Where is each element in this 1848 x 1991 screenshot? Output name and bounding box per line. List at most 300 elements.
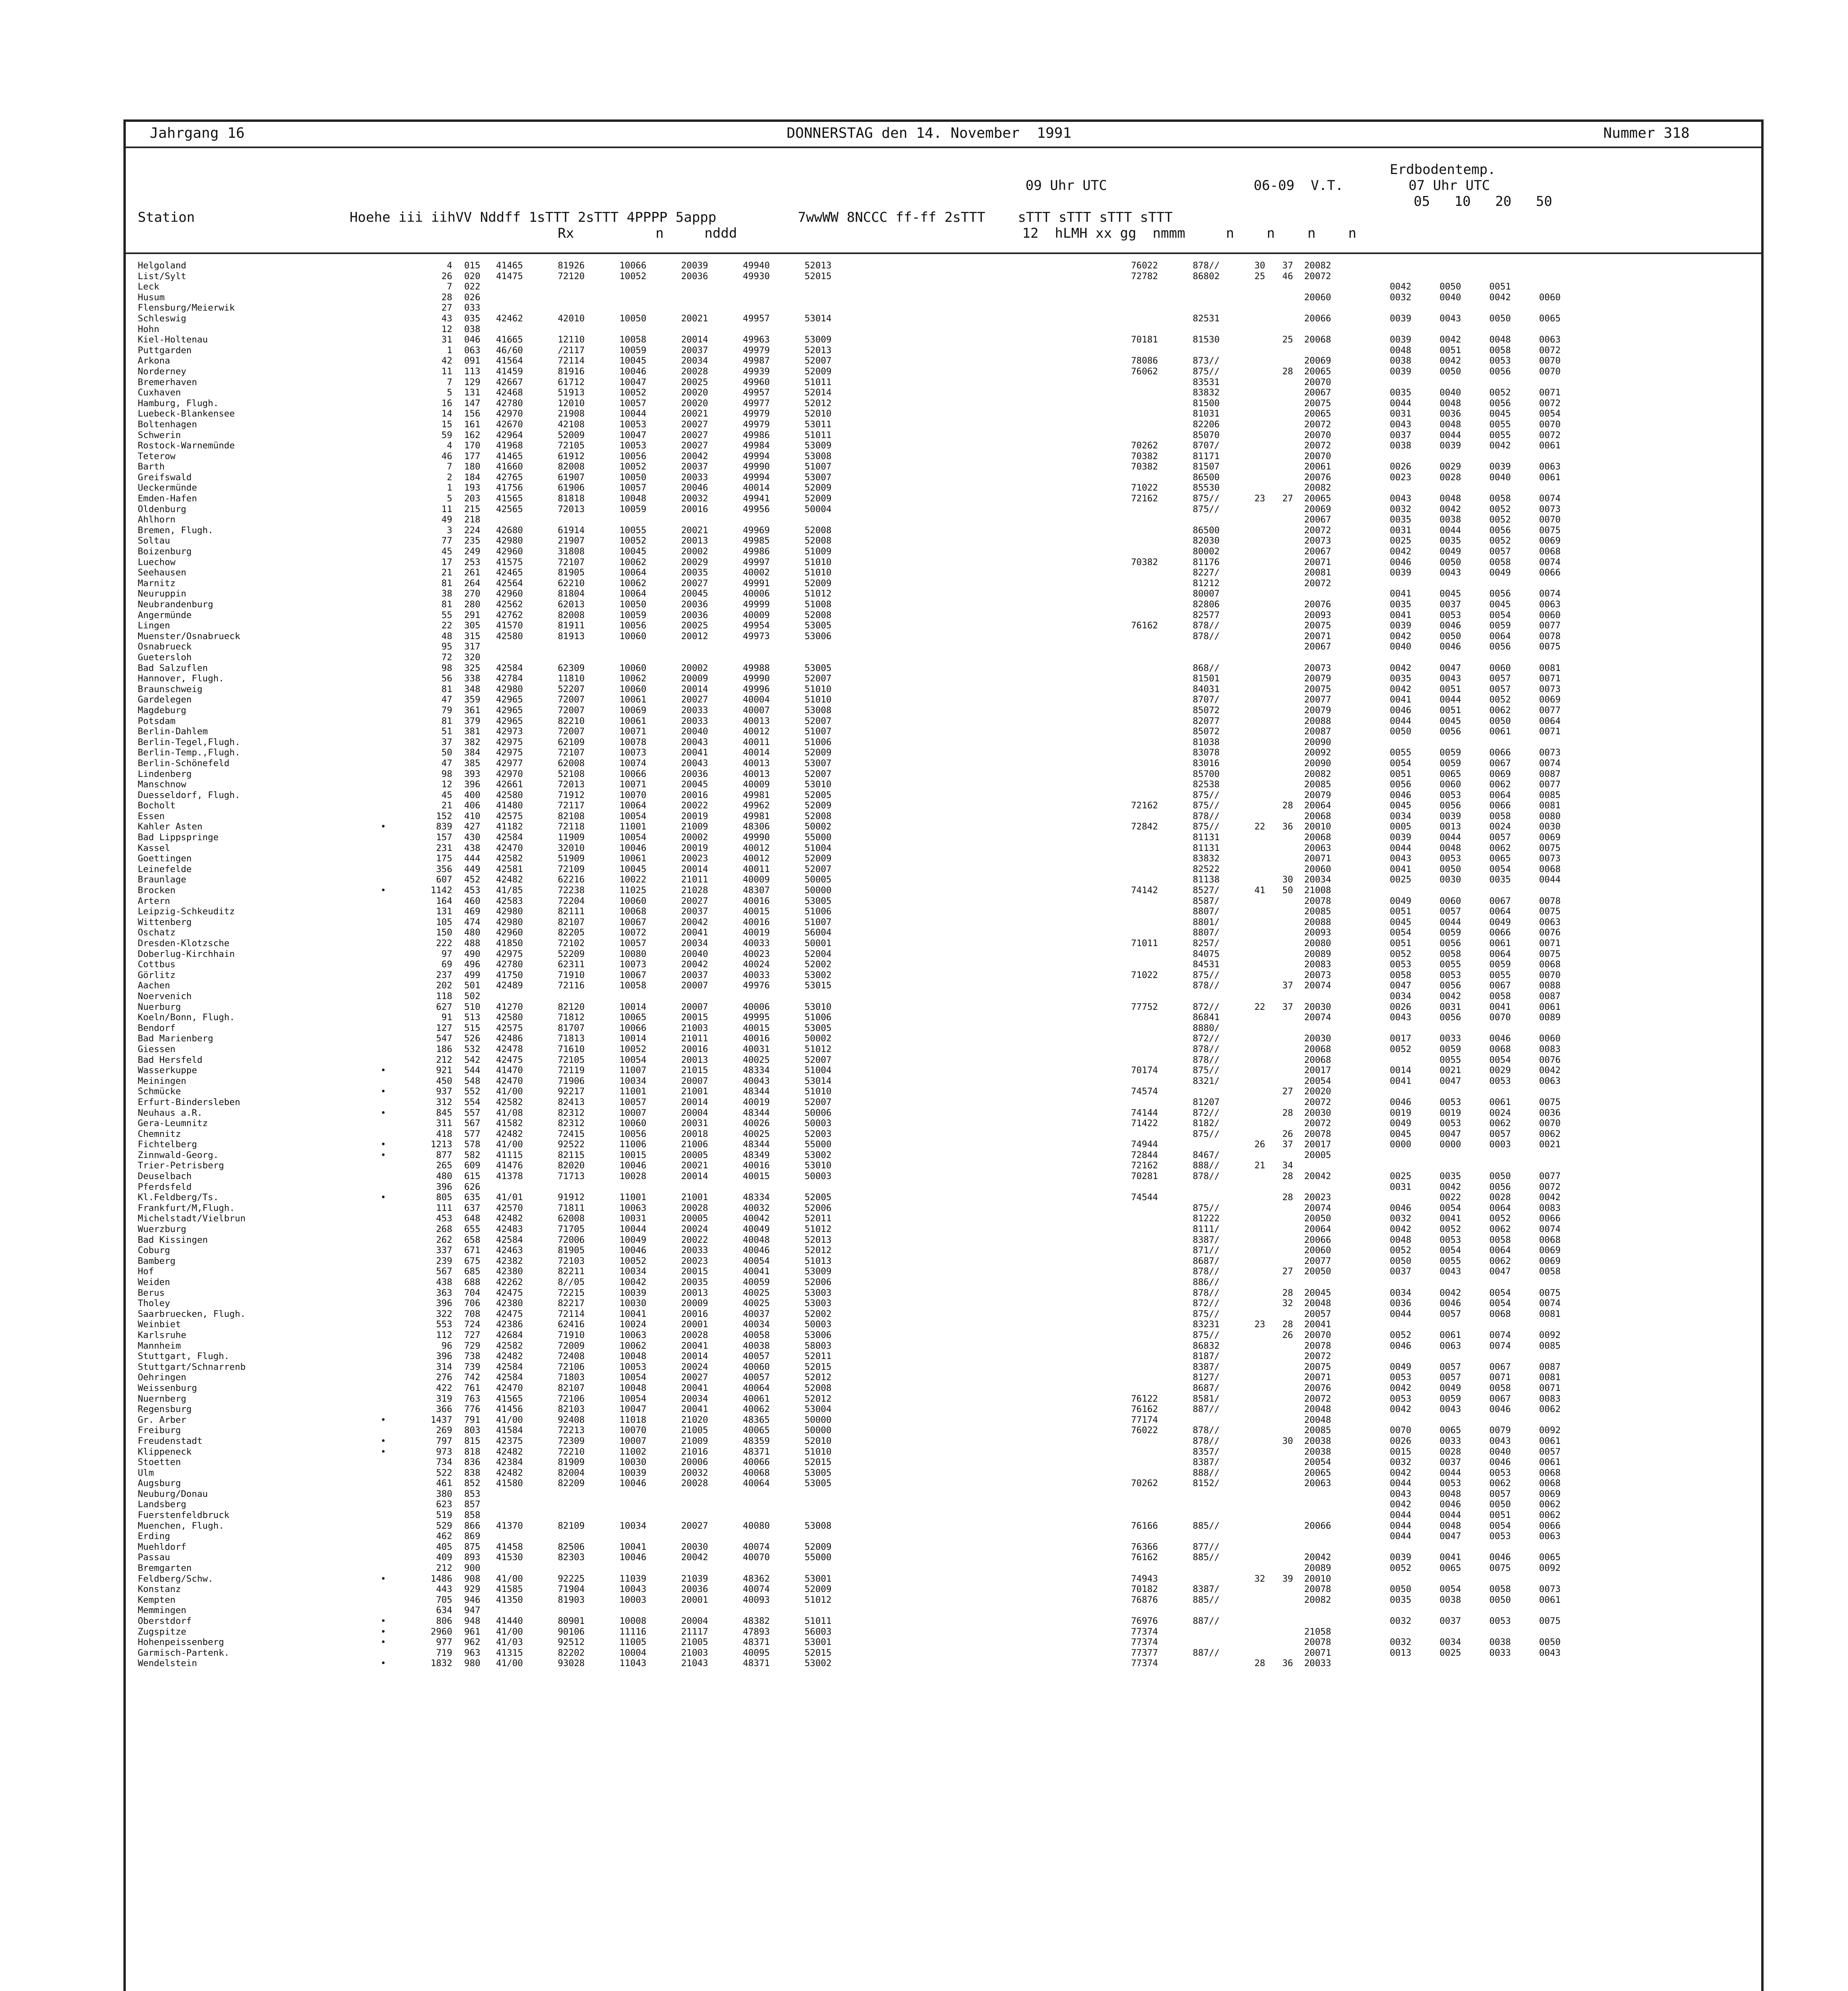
vt-min-temp: 20068 bbox=[1304, 811, 1331, 821]
soil-temp: 0031 bbox=[1390, 409, 1412, 419]
station-height: 17 bbox=[441, 557, 452, 567]
soil-temp: 0042 bbox=[1390, 1499, 1412, 1510]
station-height: 529 bbox=[436, 1520, 452, 1531]
station-height: 422 bbox=[436, 1383, 452, 1393]
soil-temp: 0052 bbox=[1489, 514, 1511, 525]
station-id: 582 bbox=[464, 1150, 481, 1160]
vt-min-temp: 20071 bbox=[1304, 631, 1331, 642]
table-row bbox=[126, 980, 1761, 991]
synop-group: 92225 bbox=[558, 1573, 585, 1584]
synop-group: 52005 bbox=[805, 790, 832, 800]
table-row bbox=[126, 1160, 1761, 1171]
synop-group: 49956 bbox=[743, 504, 770, 514]
vt-min-temp: 20061 bbox=[1304, 462, 1331, 472]
mountain-station-marker: • bbox=[381, 1626, 386, 1637]
synop-group: 42475 bbox=[496, 1287, 523, 1298]
station-height: 231 bbox=[436, 843, 452, 853]
synop-group: 10056 bbox=[619, 620, 647, 631]
soil-temp: 0076 bbox=[1539, 1054, 1561, 1065]
synop-group: 20024 bbox=[681, 1224, 708, 1235]
synop-group: 42581 bbox=[496, 864, 523, 874]
synop-group: 52015 bbox=[805, 1361, 832, 1372]
cloud-group: 885// bbox=[1193, 1594, 1220, 1605]
weather-group: 76166 bbox=[1131, 1520, 1158, 1531]
weather-group: 76162 bbox=[1131, 1404, 1158, 1415]
vt-min-temp: 20073 bbox=[1304, 663, 1331, 673]
soil-temp: 0058 bbox=[1489, 493, 1511, 504]
station-height: 719 bbox=[436, 1647, 452, 1658]
synop-group: 71705 bbox=[558, 1224, 585, 1235]
station-height: 443 bbox=[436, 1584, 452, 1595]
synop-group: 20028 bbox=[681, 1203, 708, 1213]
synop-group: 71813 bbox=[558, 1033, 585, 1044]
table-row bbox=[126, 1351, 1761, 1362]
soil-temp: 0063 bbox=[1539, 1531, 1561, 1542]
synop-group: 20016 bbox=[681, 790, 708, 800]
soil-temp: 0042 bbox=[1390, 1383, 1412, 1393]
station-height: 797 bbox=[436, 1436, 452, 1446]
station-height: 37 bbox=[441, 737, 452, 747]
table-row bbox=[126, 874, 1761, 885]
soil-temp: 0034 bbox=[1390, 1287, 1412, 1298]
vt-min-temp: 20067 bbox=[1304, 387, 1331, 398]
synop-group: 81707 bbox=[558, 1023, 585, 1033]
synop-group: 40025 bbox=[743, 1054, 770, 1065]
soil-temp: 0015 bbox=[1390, 1446, 1412, 1457]
synop-group: 81804 bbox=[558, 589, 585, 599]
table-row bbox=[126, 1076, 1761, 1087]
soil-temp: 0053 bbox=[1440, 853, 1461, 864]
station-id: 193 bbox=[464, 483, 481, 493]
synop-group: 51012 bbox=[805, 589, 832, 599]
soil-temp: 0040 bbox=[1440, 387, 1461, 398]
synop-group: 42462 bbox=[496, 313, 523, 324]
soil-temp: 0041 bbox=[1390, 589, 1412, 599]
station-name: Manschnow bbox=[138, 779, 186, 790]
synop-group: 20045 bbox=[681, 589, 708, 599]
synop-group: 40093 bbox=[743, 1594, 770, 1605]
synop-group: 52011 bbox=[805, 1213, 832, 1224]
soil-temp: 0032 bbox=[1390, 1616, 1412, 1626]
synop-group: 20015 bbox=[681, 1266, 708, 1277]
cloud-group: 8227/ bbox=[1193, 567, 1220, 578]
synop-group: 20013 bbox=[681, 1054, 708, 1065]
synop-group: 10056 bbox=[619, 451, 647, 462]
soil-temp: 0062 bbox=[1489, 1478, 1511, 1489]
station-name: Muenster/Osnabrueck bbox=[138, 631, 240, 642]
vt-min-temp: 20080 bbox=[1304, 938, 1331, 949]
synop-group: 50000 bbox=[805, 1425, 832, 1436]
synop-group: 20004 bbox=[681, 1107, 708, 1118]
cloud-group: 85070 bbox=[1193, 430, 1220, 440]
station-id: 557 bbox=[464, 1107, 481, 1118]
synop-group: 20009 bbox=[681, 673, 708, 684]
cloud-group: 8111/ bbox=[1193, 1224, 1220, 1235]
synop-group: 40015 bbox=[743, 1171, 770, 1182]
station-id: 852 bbox=[464, 1478, 481, 1489]
synop-group: 48349 bbox=[743, 1150, 770, 1160]
synop-group: 49963 bbox=[743, 334, 770, 345]
soil-temp: 0048 bbox=[1390, 1234, 1412, 1245]
synop-group: 11001 bbox=[619, 821, 647, 832]
synop-group: 49941 bbox=[743, 493, 770, 504]
station-height: 59 bbox=[441, 430, 452, 440]
table-row bbox=[126, 1563, 1761, 1574]
station-id: 131 bbox=[464, 387, 481, 398]
table-row bbox=[126, 504, 1761, 515]
synop-group: 20007 bbox=[681, 980, 708, 991]
cloud-group: 83231 bbox=[1193, 1319, 1220, 1330]
station-id: 161 bbox=[464, 419, 481, 430]
synop-group: 42108 bbox=[558, 419, 585, 430]
synop-group: 72007 bbox=[558, 726, 585, 737]
synop-group: 92217 bbox=[558, 1086, 585, 1097]
synop-group: 10069 bbox=[619, 705, 647, 716]
table-row bbox=[126, 324, 1761, 335]
soil-temp: 0036 bbox=[1440, 409, 1461, 419]
cloud-group: 83016 bbox=[1193, 758, 1220, 769]
weather-group: 74544 bbox=[1131, 1192, 1158, 1203]
station-name: Bocholt bbox=[138, 800, 176, 811]
table-row bbox=[126, 1637, 1761, 1648]
soil-temp: 0060 bbox=[1539, 610, 1561, 620]
station-height: 186 bbox=[436, 1044, 452, 1054]
vt-min-temp: 20072 bbox=[1304, 1118, 1331, 1129]
synop-group: 10031 bbox=[619, 1213, 647, 1224]
synop-group: 41270 bbox=[496, 1001, 523, 1012]
synop-group: 62008 bbox=[558, 1213, 585, 1224]
synop-group: 10080 bbox=[619, 949, 647, 959]
cloud-group: 886// bbox=[1193, 1277, 1220, 1287]
vt-min-temp: 20066 bbox=[1304, 1234, 1331, 1245]
synop-group: 81905 bbox=[558, 567, 585, 578]
station-id: 474 bbox=[464, 917, 481, 927]
synop-group: 81909 bbox=[558, 1457, 585, 1468]
soil-temp: 0056 bbox=[1440, 800, 1461, 811]
station-height: 1437 bbox=[430, 1414, 452, 1425]
cloud-group: 81501 bbox=[1193, 673, 1220, 684]
table-row bbox=[126, 313, 1761, 324]
synop-group: 47893 bbox=[743, 1626, 770, 1637]
synop-group: 53002 bbox=[805, 970, 832, 980]
gust-xx: 28 bbox=[1254, 1658, 1266, 1669]
station-name: Marnitz bbox=[138, 578, 176, 589]
synop-group: 41582 bbox=[496, 1118, 523, 1129]
erdboden-header: Erdbodentemp. bbox=[1390, 162, 1496, 178]
synop-group: 82312 bbox=[558, 1118, 585, 1129]
synop-group: 48382 bbox=[743, 1616, 770, 1626]
station-id: 552 bbox=[464, 1086, 481, 1097]
station-height: 567 bbox=[436, 1266, 452, 1277]
weather-group: 72842 bbox=[1131, 821, 1158, 832]
mountain-station-marker: • bbox=[381, 1150, 386, 1160]
synop-group: 53007 bbox=[805, 758, 832, 769]
weather-group: 77374 bbox=[1131, 1626, 1158, 1637]
soil-temp: 0092 bbox=[1539, 1330, 1561, 1340]
soil-temp: 0044 bbox=[1390, 398, 1412, 409]
station-name: Kiel-Holtenau bbox=[138, 334, 208, 345]
cloud-group: 888// bbox=[1193, 1467, 1220, 1478]
synop-group: 52010 bbox=[805, 1436, 832, 1446]
report-header bbox=[126, 122, 1761, 146]
synop-group: 42684 bbox=[496, 1330, 523, 1340]
soil-temp: 0050 bbox=[1440, 557, 1461, 567]
station-height: 418 bbox=[436, 1128, 452, 1139]
synop-group: 51006 bbox=[805, 906, 832, 917]
synop-group: 41968 bbox=[496, 440, 523, 451]
synop-group: 11116 bbox=[619, 1626, 647, 1637]
vt-min-temp: 20041 bbox=[1304, 1319, 1331, 1330]
soil-temp: 0025 bbox=[1390, 536, 1412, 546]
station-id: 261 bbox=[464, 567, 481, 578]
soil-temp: 0041 bbox=[1390, 694, 1412, 705]
mountain-station-marker: • bbox=[381, 1107, 386, 1118]
station-height: 937 bbox=[436, 1086, 452, 1097]
synop-group: 40041 bbox=[743, 1266, 770, 1277]
soil-temp: 0044 bbox=[1390, 1520, 1412, 1531]
table-row bbox=[126, 663, 1761, 674]
synop-group: 20020 bbox=[681, 387, 708, 398]
station-name: Meiningen bbox=[138, 1076, 186, 1086]
station-id: 385 bbox=[464, 758, 481, 769]
synop-group: 52010 bbox=[805, 409, 832, 419]
soil-temp: 0046 bbox=[1390, 1097, 1412, 1107]
vt-min-temp: 20070 bbox=[1304, 1330, 1331, 1340]
station-name: Bamberg bbox=[138, 1256, 176, 1266]
synop-group: 21009 bbox=[681, 1436, 708, 1446]
synop-group: 42565 bbox=[496, 504, 523, 514]
synop-group: 53009 bbox=[805, 440, 832, 451]
station-height: 1832 bbox=[430, 1658, 452, 1669]
synop-group: 49976 bbox=[743, 980, 770, 991]
soil-temp: 0044 bbox=[1390, 1531, 1412, 1542]
synop-group: 49984 bbox=[743, 440, 770, 451]
soil-temp: 0042 bbox=[1539, 1065, 1561, 1076]
vt-min-temp: 20042 bbox=[1304, 1552, 1331, 1563]
soil-temp: 0035 bbox=[1390, 673, 1412, 684]
soil-temp: 0070 bbox=[1390, 1425, 1412, 1436]
station-name: Goettingen bbox=[138, 853, 192, 864]
synop-group: 82202 bbox=[558, 1647, 585, 1658]
synop-group: 82103 bbox=[558, 1404, 585, 1415]
synop-group: 20028 bbox=[681, 1330, 708, 1340]
station-height: 973 bbox=[436, 1446, 452, 1457]
synop-group: 50002 bbox=[805, 821, 832, 832]
synop-group: 42661 bbox=[496, 779, 523, 790]
soil-temp: 0069 bbox=[1539, 694, 1561, 705]
station-id: 515 bbox=[464, 1023, 481, 1033]
synop-group: 40064 bbox=[743, 1383, 770, 1393]
station-name: Freudenstadt bbox=[138, 1436, 203, 1446]
soil-temp: 0045 bbox=[1440, 716, 1461, 726]
station-id: 170 bbox=[464, 440, 481, 451]
cloud-group: 885// bbox=[1193, 1520, 1220, 1531]
vt-min-temp: 20093 bbox=[1304, 927, 1331, 938]
soil-temp: 0061 bbox=[1489, 1097, 1511, 1107]
synop-group: 40014 bbox=[743, 483, 770, 493]
table-row bbox=[126, 1499, 1761, 1510]
station-name: Boltenhagen bbox=[138, 419, 197, 430]
synop-group: 40016 bbox=[743, 1160, 770, 1171]
station-height: 977 bbox=[436, 1637, 452, 1648]
station-id: 033 bbox=[464, 303, 481, 313]
cloud-group: 82538 bbox=[1193, 779, 1220, 790]
vt-min-temp: 20066 bbox=[1304, 313, 1331, 324]
synop-group: 50004 bbox=[805, 504, 832, 514]
synop-group: 49995 bbox=[743, 1012, 770, 1023]
station-id: 869 bbox=[464, 1531, 481, 1542]
soil-temp: 0035 bbox=[1440, 1171, 1461, 1182]
table-row bbox=[126, 356, 1761, 366]
synop-group: 53005 bbox=[805, 1478, 832, 1489]
mountain-station-marker: • bbox=[381, 1139, 386, 1150]
table-row bbox=[126, 1404, 1761, 1415]
vt-min-temp: 20085 bbox=[1304, 1425, 1331, 1436]
synop-group: 42667 bbox=[496, 377, 523, 387]
gust-xx: 41 bbox=[1254, 885, 1266, 896]
station-id: 704 bbox=[464, 1287, 481, 1298]
soil-temp: 0043 bbox=[1440, 313, 1461, 324]
synop-group: 10060 bbox=[619, 663, 647, 673]
synop-group: 48344 bbox=[743, 1107, 770, 1118]
cloud-group: 878// bbox=[1193, 980, 1220, 991]
synop-group: 71906 bbox=[558, 1076, 585, 1086]
table-row bbox=[126, 1044, 1761, 1055]
synop-group: 10007 bbox=[619, 1107, 647, 1118]
station-id: 180 bbox=[464, 462, 481, 472]
gust-gg: 36 bbox=[1282, 1658, 1293, 1669]
synop-group: 40095 bbox=[743, 1647, 770, 1658]
synop-group: 10061 bbox=[619, 694, 647, 705]
vt-min-temp: 21058 bbox=[1304, 1626, 1331, 1637]
synop-group: 42468 bbox=[496, 387, 523, 398]
station-height: 164 bbox=[436, 896, 452, 906]
soil-temp: 0071 bbox=[1539, 387, 1561, 398]
synop-group: 72213 bbox=[558, 1425, 585, 1436]
station-height: 96 bbox=[441, 1340, 452, 1351]
soil-temp: 0065 bbox=[1440, 1563, 1461, 1574]
vt-min-temp: 20034 bbox=[1304, 874, 1331, 885]
weather-group: 72162 bbox=[1131, 493, 1158, 504]
weather-group: 70174 bbox=[1131, 1065, 1158, 1076]
station-name: Erfurt-Bindersleben bbox=[138, 1097, 240, 1107]
station-id: 393 bbox=[464, 769, 481, 779]
synop-group: 10056 bbox=[619, 1128, 647, 1139]
station-name: Bremen, Flugh. bbox=[138, 525, 213, 536]
soil-temp: 0057 bbox=[1489, 546, 1511, 557]
station-height: 42 bbox=[441, 356, 452, 366]
cloud-group: 878// bbox=[1193, 631, 1220, 642]
station-id: 739 bbox=[464, 1361, 481, 1372]
station-name: Rostock-Warnemünde bbox=[138, 440, 235, 451]
weather-group: 76122 bbox=[1131, 1393, 1158, 1404]
cloud-group: 82577 bbox=[1193, 610, 1220, 620]
station-name: Boizenburg bbox=[138, 546, 192, 557]
synop-group: 41182 bbox=[496, 821, 523, 832]
synop-group: 82008 bbox=[558, 462, 585, 472]
synop-group: 40059 bbox=[743, 1277, 770, 1287]
soil-temp: 0064 bbox=[1489, 1245, 1511, 1256]
synop-group: 49986 bbox=[743, 430, 770, 440]
synop-group: 61914 bbox=[558, 525, 585, 536]
station-height: 47 bbox=[441, 758, 452, 769]
soil-temp: 0068 bbox=[1539, 1234, 1561, 1245]
soil-temp: 0087 bbox=[1539, 991, 1561, 1001]
soil-temp: 0033 bbox=[1440, 1033, 1461, 1044]
gust-gg: 37 bbox=[1282, 1001, 1293, 1012]
synop-group: 20037 bbox=[681, 462, 708, 472]
gust-gg: 27 bbox=[1282, 493, 1293, 504]
synop-group: 42965 bbox=[496, 694, 523, 705]
soil-temp: 0032 bbox=[1390, 292, 1412, 303]
synop-group: 10052 bbox=[619, 462, 647, 472]
soil-temp: 0059 bbox=[1440, 758, 1461, 769]
synop-group: 42262 bbox=[496, 1277, 523, 1287]
synop-group: 52015 bbox=[805, 1457, 832, 1468]
synop-group: 41756 bbox=[496, 483, 523, 493]
soil-temp: 0026 bbox=[1390, 1001, 1412, 1012]
table-row bbox=[126, 959, 1761, 970]
gust-gg: 28 bbox=[1282, 1192, 1293, 1203]
soil-temp: 0071 bbox=[1539, 726, 1561, 737]
vt-min-temp: 20069 bbox=[1304, 504, 1331, 514]
station-name: Kahler Asten bbox=[138, 821, 203, 832]
soil-temp: 0066 bbox=[1489, 747, 1511, 758]
soil-temp: 0053 bbox=[1489, 1467, 1511, 1478]
station-height: 262 bbox=[436, 1234, 452, 1245]
vt-min-temp: 20070 bbox=[1304, 430, 1331, 440]
station-name: Dresden-Klotzsche bbox=[138, 938, 230, 949]
table-row bbox=[126, 896, 1761, 907]
vt-min-temp: 20030 bbox=[1304, 1107, 1331, 1118]
soil-temp: 0064 bbox=[1489, 949, 1511, 959]
station-height: 48 bbox=[441, 631, 452, 642]
synop-group: 21005 bbox=[681, 1425, 708, 1436]
soil-temp: 0039 bbox=[1489, 462, 1511, 472]
soil-temp: 0068 bbox=[1489, 1044, 1511, 1054]
table-row bbox=[126, 1182, 1761, 1193]
table-row bbox=[126, 1658, 1761, 1669]
vt-min-temp: 20072 bbox=[1304, 419, 1331, 430]
synop-group: 52012 bbox=[805, 398, 832, 409]
synop-group: 81913 bbox=[558, 631, 585, 642]
synop-group: 42584 bbox=[496, 832, 523, 843]
synop-group: 41458 bbox=[496, 1541, 523, 1552]
station-id: 675 bbox=[464, 1256, 481, 1266]
synop-group: 40011 bbox=[743, 864, 770, 874]
synop-group: 40013 bbox=[743, 769, 770, 779]
soil-temp: 0023 bbox=[1390, 472, 1412, 483]
table-row bbox=[126, 1065, 1761, 1076]
station-name: Pferdsfeld bbox=[138, 1181, 192, 1192]
station-id: 361 bbox=[464, 705, 481, 716]
synop-group: 10064 bbox=[619, 589, 647, 599]
synop-group: 40057 bbox=[743, 1351, 770, 1362]
soil-temp: 0031 bbox=[1390, 1181, 1412, 1192]
vt-min-temp: 20074 bbox=[1304, 1012, 1331, 1023]
synop-group: 40025 bbox=[743, 1128, 770, 1139]
vt-min-temp: 20068 bbox=[1304, 832, 1331, 843]
station-name: Nuerburg bbox=[138, 1001, 181, 1012]
synop-group: 20001 bbox=[681, 1594, 708, 1605]
station-name: Hohenpeissenberg bbox=[138, 1637, 224, 1648]
gust-gg: 30 bbox=[1282, 874, 1293, 885]
synop-group: 21028 bbox=[681, 885, 708, 896]
synop-group: 10078 bbox=[619, 737, 647, 747]
station-id: 156 bbox=[464, 409, 481, 419]
soil-temp: 0021 bbox=[1440, 1065, 1461, 1076]
synop-group: 48371 bbox=[743, 1658, 770, 1669]
